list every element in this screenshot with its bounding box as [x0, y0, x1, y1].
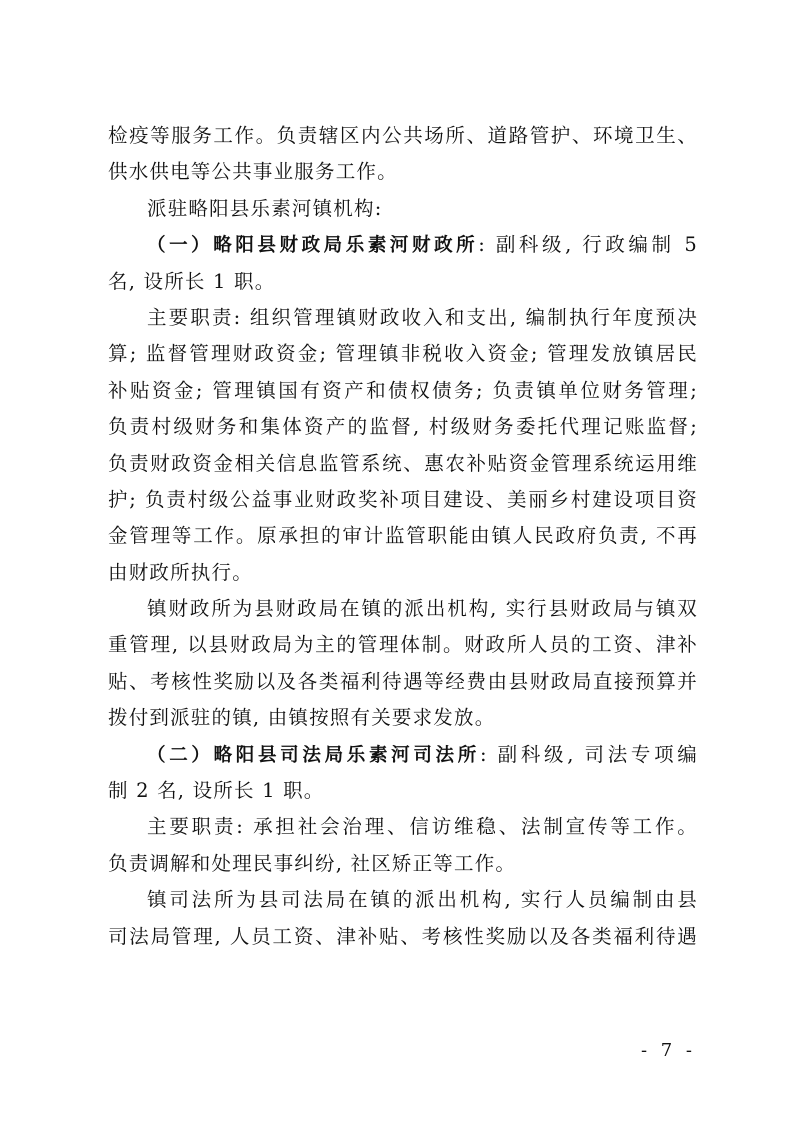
text-line: [108, 518, 698, 554]
text-line: [108, 809, 698, 845]
line-text: 司法局管理, 人员工资、津补贴、考核性奖励以及各类福利待遇: [108, 924, 698, 948]
text-line: [108, 482, 698, 518]
line-text: 主要职责: 组织管理镇财政收入和支出, 编制执行年度预决: [147, 305, 698, 329]
line-text: 派驻略阳县乐素河镇机构:: [147, 196, 383, 220]
text-line: [108, 191, 698, 227]
text-line: [108, 336, 698, 372]
line-text: 由财政所执行。: [108, 560, 253, 584]
line-text: 检疫等服务工作。负责辖区内公共场所、道路管护、环境卫生、: [108, 124, 698, 147]
line-text: 护; 负责村级公益事业财政奖补项目建设、美丽乡村建设项目资: [108, 487, 698, 511]
section-heading: （一）略阳县财政局乐素河财政所: [147, 235, 479, 257]
line-text: 负责调解和处理民事纠纷, 社区矫正等工作。: [108, 851, 517, 875]
line-text: 重管理, 以县财政局为主的管理体制。财政所人员的工资、津补: [108, 633, 698, 657]
text-line: [108, 555, 698, 591]
text-line: [108, 773, 698, 809]
line-text: 名, 设所长 1 职。: [108, 269, 276, 293]
body-text: [108, 118, 698, 955]
line-text: 主要职责: 承担社会治理、信访维稳、法制宣传等工作。: [147, 815, 698, 839]
text-line: [108, 591, 698, 627]
text-line: [108, 446, 698, 482]
text-line: [108, 373, 698, 409]
line-text: 负责财政资金相关信息监管系统、惠农补贴资金管理系统运用维: [108, 451, 698, 475]
line-text: 贴、考核性奖励以及各类福利待遇等经费由县财政局直接预算并: [108, 669, 698, 693]
text-line: [108, 627, 698, 663]
line-text: 补贴资金; 管理镇国有资产和债权债务; 负责镇单位财务管理;: [108, 378, 698, 402]
text-line: [108, 700, 698, 736]
line-text: 制 2 名, 设所长 1 职。: [108, 779, 325, 803]
line-text: 镇财政所为县财政局在镇的派出机构, 实行县财政局与镇双: [147, 597, 698, 621]
line-text: 拨付到派驻的镇, 由镇按照有关要求发放。: [108, 706, 496, 730]
section-heading: （二）略阳县司法局乐素河司法所: [147, 744, 480, 766]
text-line: [108, 664, 698, 700]
text-line: [108, 118, 698, 154]
text-line: [108, 846, 698, 882]
text-line: [108, 154, 698, 190]
line-text: 金管理等工作。原承担的审计监管职能由镇人民政府负责, 不再: [108, 524, 698, 548]
line-text: 算; 监督管理财政资金; 管理镇非税收入资金; 管理发放镇居民: [108, 342, 698, 366]
line-text: : 副科级, 行政编制 5: [478, 233, 698, 257]
text-line: [108, 919, 698, 955]
line-text: 负责村级财务和集体资产的监督, 村级财务委托代理记账监督;: [108, 415, 698, 439]
line-text: 供水供电等公共事业服务工作。: [108, 160, 398, 184]
page-number: - 7 -: [640, 1040, 696, 1061]
text-line: [108, 264, 698, 300]
text-line: [108, 737, 698, 773]
line-text: : 副科级, 司法专项编: [479, 742, 698, 766]
text-line: [108, 882, 698, 918]
line-text: 镇司法所为县司法局在镇的派出机构, 实行人员编制由县: [147, 888, 698, 912]
text-line: [108, 227, 698, 263]
text-line: [108, 300, 698, 336]
text-line: [108, 409, 698, 445]
